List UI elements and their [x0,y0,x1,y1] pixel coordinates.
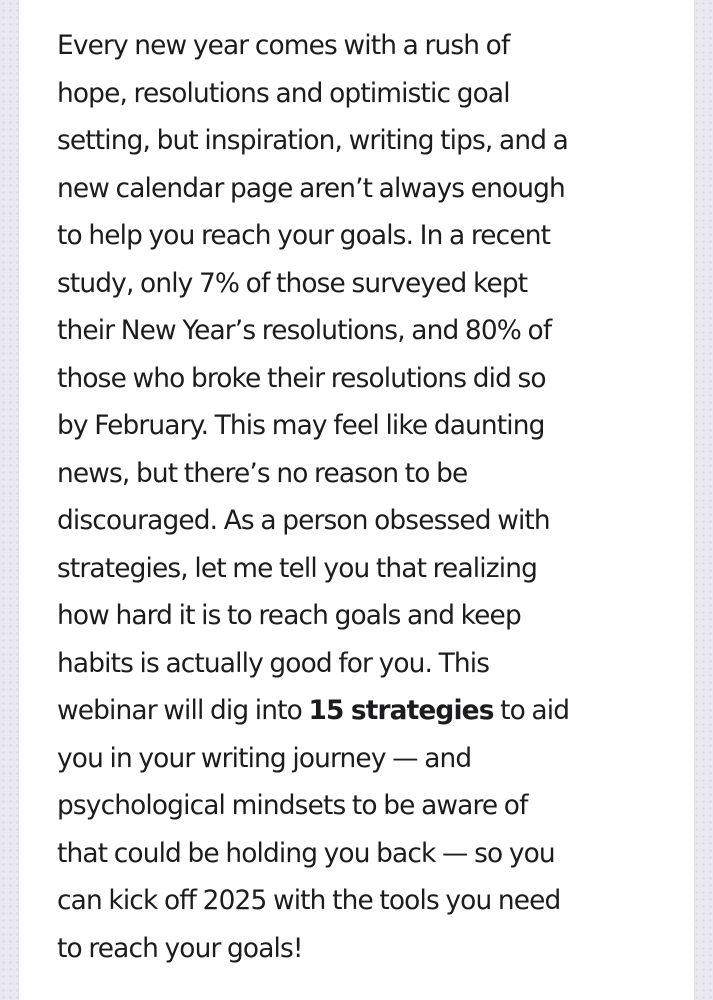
text-line: their New Year’s resolutions, and 80% of [57,315,552,346]
text-line: psychological mindsets to be aware of [57,790,528,821]
text-line: to reach your goals! [57,932,303,964]
article-card [18,0,695,1000]
text-line: habits is actually good for you. This [57,647,490,679]
text-line: to aid [493,695,570,726]
text-line: Every new year comes with a rush of [57,30,510,61]
article-paragraph [57,22,697,972]
text-line: how hard it is to reach goals and keep [57,600,521,631]
text-line: hope, resolutions and optimistic goal [57,77,510,109]
bold-highlight: 15 strategies [308,695,494,726]
text-line: webinar will dig into [57,695,309,726]
text-line: can kick off 2025 with the tools you need [57,885,561,916]
text-line: strategies, let me tell you that realizing [57,552,537,584]
text-line: that could be holding you back — so you [57,837,555,869]
text-line: discouraged. As a person obsessed with [57,505,550,536]
text-line: those who broke their resolutions did so [57,362,546,394]
text-line: setting, but inspiration, writing tips, and a [57,125,568,156]
text-line: by February. This may feel like daunting [57,410,545,441]
text-line: study, only 7% of those surveyed kept [57,267,528,299]
text-line: new calendar page aren’t always enough [57,172,565,204]
text-line: you in your writing journey — and [57,742,472,774]
text-line: to help you reach your goals. In a recent [57,220,551,251]
text-line: news, but there’s no reason to be [57,457,468,489]
